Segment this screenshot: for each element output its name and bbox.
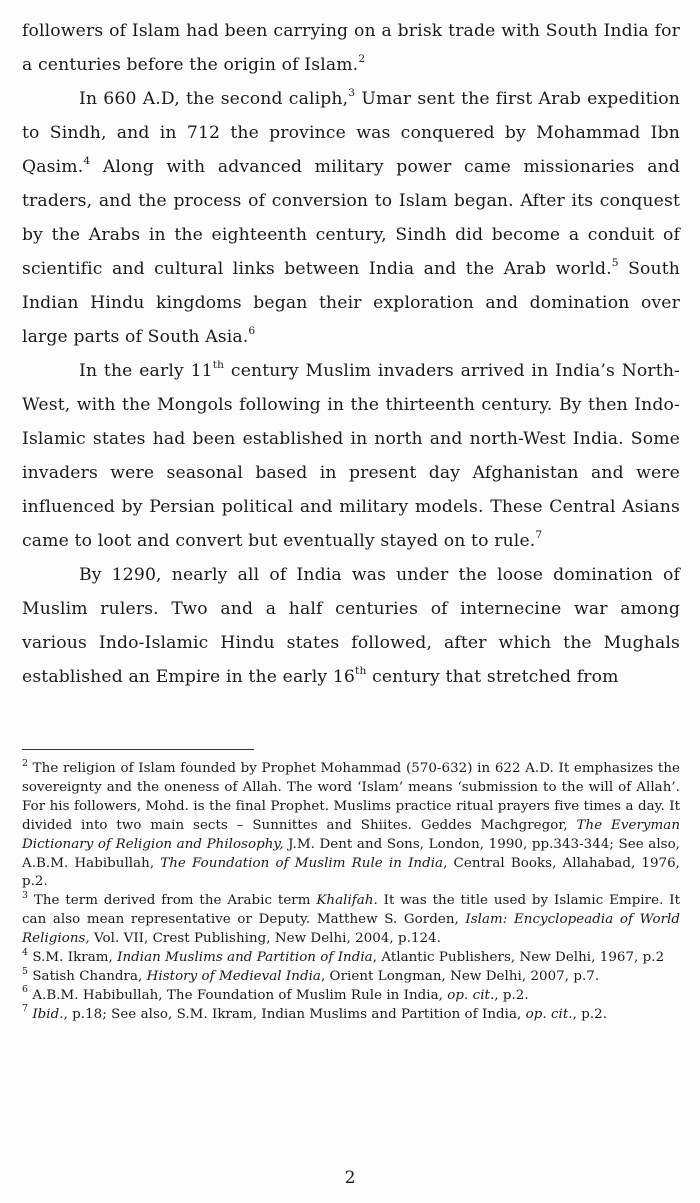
text-run: The religion of Islam founded by Prophet Mohammad (570-632) in 622 A.D. It emphasizes the sovereignty and the oneness of Allah. The word ‘Islam’ means ‘submission to the will of Allah’. For his followers, Mohd. is the final Prophet. Muslims practice ritual prayers five times a day. It divided into two main sects – Sunnittes and Shiites. Geddes Machgregor,: [22, 761, 680, 833]
body-paragraph: [22, 354, 680, 558]
footnote-number: 6: [22, 984, 29, 996]
footnote-reference[interactable]: 5: [611, 255, 619, 269]
body-paragraph: [22, 14, 680, 82]
text-run: , p.2.: [494, 987, 529, 1003]
footnote-number: 3: [22, 889, 29, 901]
footnote-number: 2: [22, 757, 29, 769]
text-run: , Orient Longman, New Delhi, 2007, p.7.: [320, 968, 600, 984]
footnote: [22, 984, 680, 1006]
text-run: century that stretched from: [366, 667, 619, 687]
footnote-reference[interactable]: 6: [248, 323, 256, 337]
footnote-reference[interactable]: th: [355, 663, 367, 677]
text-run: A.B.M. Habibullah, The Foundation of Muslim Rule in India,: [28, 987, 448, 1003]
footnote: [22, 757, 680, 892]
text-run: Umar sent the first Arab expedition to Sindh, and in 712 the province was conquered by Mohammad Ibn Qasim.: [22, 89, 680, 177]
footnote: [22, 889, 681, 949]
text-run: Along with advanced military power came missionaries and traders, and the process of conversion to Islam began. After its conquest by the Arabs in the eighteenth century, Sindh did become a conduit of scientific and cultural links between India and the Arab world.: [22, 157, 680, 279]
text-run: The term derived from the Arabic term: [28, 893, 317, 909]
footnote-reference[interactable]: th: [212, 357, 225, 371]
text-run: century Muslim invaders arrived in India’s North-West, with the Mongols following in the thirteenth century. By then Indo-Islamic states had been established in north and north-West India. Some invaders were seasonal based in present day Afghanistan and were influenced by Persian political and military models. These Central Asians came to loot and convert but eventually stayed on to rule.: [22, 361, 680, 551]
text-run: , p.2.: [572, 1006, 607, 1022]
footnote-number: 5: [22, 965, 29, 977]
footnote: [22, 946, 680, 968]
text-run: Vol. VII, Crest Publishing, New Delhi, 2004, p.124.: [89, 931, 441, 947]
footnote-reference[interactable]: 3: [348, 85, 356, 99]
text-run: followers of Islam had been carrying on a brisk trade with South India for a centuries before the origin of Islam.: [22, 21, 680, 75]
text-run: Satish Chandra,: [28, 968, 147, 984]
footnotes: [22, 757, 681, 1025]
footnote-number: 7: [22, 1003, 29, 1015]
italic-title: The Everyman Dictionary of Religion and Philosophy,: [22, 817, 680, 852]
footnote: [22, 965, 680, 987]
page-number: 2: [344, 1168, 356, 1188]
footnote: [22, 1003, 680, 1025]
text-run: It was the title used by Islamic Empire. It can also mean representative or Deputy. Matthew S. Gorden,: [22, 893, 680, 928]
text-run: By 1290, nearly all of India was under the loose domination of Muslim rulers. Two and a half centuries of internecine war among various Indo-Islamic Hindu states followed, after which the Mughals established an Empire in the early 16: [22, 565, 680, 687]
text-run: , Central Books, Allahabad, 1976, p.2.: [22, 855, 680, 890]
italic-title: The Foundation of Muslim Rule in India: [160, 855, 444, 871]
italic-title: op. cit.: [525, 1006, 573, 1022]
italic-title: History of Medieval India: [146, 968, 321, 984]
footnote-reference[interactable]: 4: [83, 153, 91, 167]
italic-title: Khalifah.: [316, 893, 378, 909]
text-run: , Atlantic Publishers, New Delhi, 1967, p.2: [372, 950, 665, 966]
text-run: J.M. Dent and Sons, London, 1990, pp.343-344; See also, A.B.M. Habibullah,: [22, 836, 680, 871]
footnote-separator: [22, 749, 254, 750]
text-run: , p.18; See also, S.M. Ikram, Indian Muslims and Partition of India,: [63, 1006, 526, 1022]
text-run: S.M. Ikram,: [28, 950, 118, 966]
footnote-reference[interactable]: 2: [358, 51, 366, 65]
footnote-reference[interactable]: 7: [535, 527, 543, 541]
body-text: [22, 14, 680, 694]
italic-title: Ibid.: [32, 1006, 64, 1022]
italic-title: Indian Muslims and Partition of India: [117, 950, 373, 966]
text-run: South Indian Hindu kingdoms began their exploration and domination over large parts of South Asia.: [22, 259, 680, 347]
italic-title: Islam: Encyclopeadia of World Religions,: [22, 912, 681, 947]
body-paragraph: [22, 82, 680, 354]
italic-title: op. cit.: [447, 987, 495, 1003]
text-run: In the early 11: [79, 361, 213, 381]
footnote-number: 4: [22, 946, 29, 958]
text-run: In 660 A.D, the second caliph,: [79, 89, 349, 109]
body-paragraph: [22, 558, 680, 694]
